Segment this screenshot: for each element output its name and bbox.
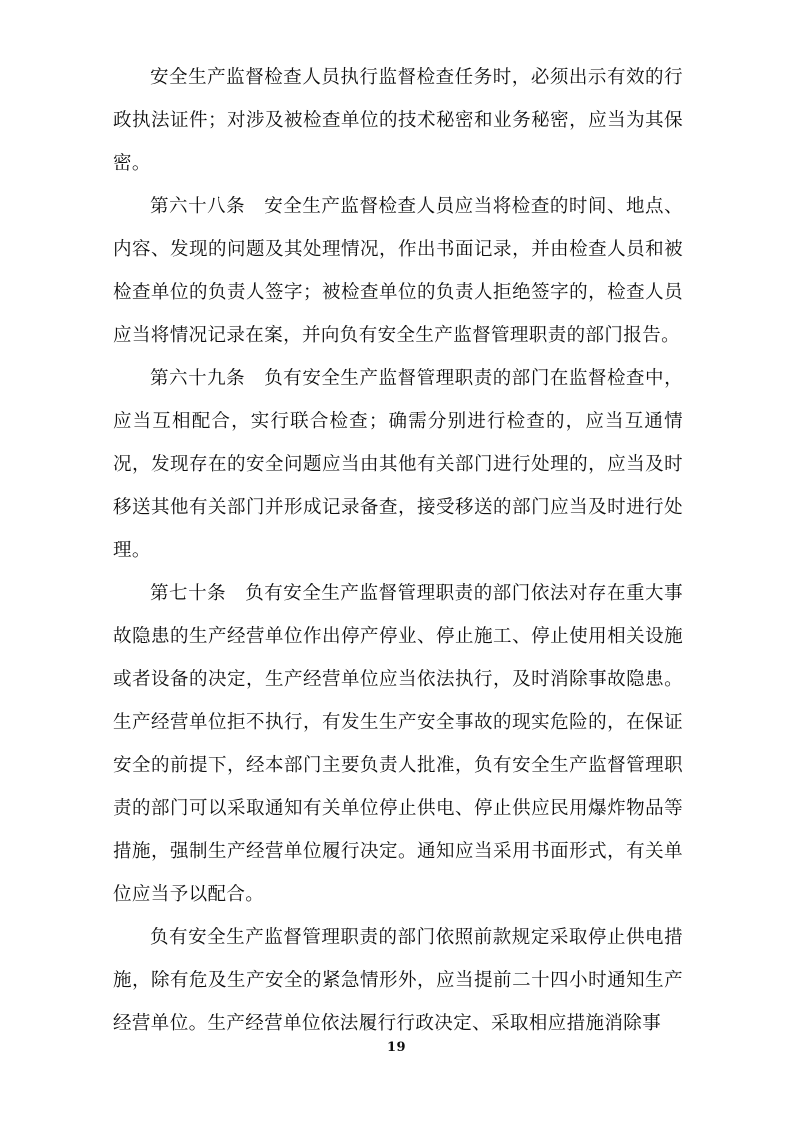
page-footer bbox=[0, 1036, 793, 1055]
paragraph-5: 负有安全生产监督管理职责的部门依照前款规定采取停止供电措施，除有危及生产安全的紧急情形外，应当提前二十四小时通知生产经营单位。生产经营单位依法履行行政决定、采取相应措施消除事 bbox=[113, 927, 683, 1034]
paragraph-3: 第六十九条 负有安全生产监督管理职责的部门在监督检查中，应当互相配合，实行联合检查；确需分别进行检查的，应当互通情况，发现存在的安全问题应当由其他有关部门进行处理的，应当及时移送其他有关部门并形成记录备查，接受移送的部门应当及时进行处理。 bbox=[113, 368, 683, 561]
paragraph-2: 第六十八条 安全生产监督检查人员应当将检查的时间、地点、内容、发现的问题及其处理情况，作出书面记录，并由检查人员和被检查单位的负责人签字；被检查单位的负责人拒绝签字的，检查人员应当将情况记录在案，并向负有安全生产监督管理职责的部门报告。 bbox=[113, 196, 683, 346]
page-number: 19 bbox=[386, 1040, 407, 1055]
paragraph-4: 第七十条 负有安全生产监督管理职责的部门依法对存在重大事故隐患的生产经营单位作出停产停业、停止施工、停止使用相关设施或者设备的决定，生产经营单位应当依法执行，及时消除事故隐患。生产经营单位拒不执行，有发生生产安全事故的现实危险的，在保证安全的前提下，经本部门主要负责人批准，负有安全生产监督管理职责的部门可以采取通知有关单位停止供电、停止供应民用爆炸物品等措施，强制生产经营单位履行决定。通知应当采用书面形式，有关单位应当予以配合。 bbox=[113, 583, 683, 905]
document-body bbox=[113, 56, 683, 1045]
paragraph-1: 安全生产监督检查人员执行监督检查任务时，必须出示有效的行政执法证件；对涉及被检查单位的技术秘密和业务秘密，应当为其保密。 bbox=[113, 67, 683, 174]
